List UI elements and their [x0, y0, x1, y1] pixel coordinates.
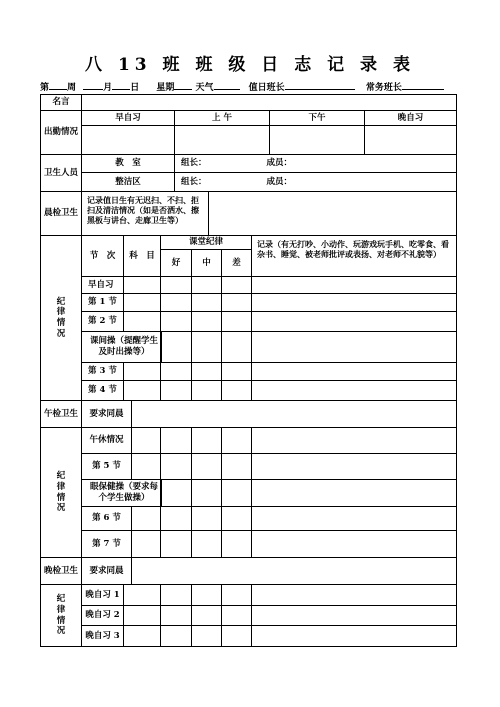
bad-cell[interactable]	[221, 530, 252, 558]
bad-cell[interactable]	[221, 427, 252, 454]
record-cell[interactable]	[251, 331, 457, 363]
good-cell[interactable]	[160, 479, 192, 507]
period-label: 晚自习 2	[81, 605, 124, 626]
att-col-morning-study: 早自习	[81, 110, 175, 126]
group-leader-label: 组长：	[181, 158, 207, 169]
weekday-label: 星期	[156, 83, 175, 93]
record-cell[interactable]	[251, 362, 457, 381]
page-title: 八 13 班 班 级 日 志 记 录 表	[85, 55, 415, 75]
good-cell[interactable]	[160, 293, 192, 312]
record-cell[interactable]	[251, 427, 457, 454]
cleaning-area-assignment[interactable]	[174, 172, 457, 192]
bad-cell[interactable]	[221, 276, 252, 294]
rating-good: 好	[160, 249, 192, 277]
mid-cell[interactable]	[191, 362, 222, 381]
mid-cell[interactable]	[191, 584, 222, 606]
record-cell[interactable]	[251, 584, 457, 606]
discipline-label-2: 纪律情况	[40, 427, 82, 558]
regular-leader-label: 常务班长	[365, 83, 402, 93]
weather-label: 天气	[195, 83, 214, 93]
week-blank[interactable]	[49, 80, 67, 90]
att-cell-afternoon[interactable]	[269, 125, 365, 155]
mid-cell[interactable]	[191, 453, 222, 480]
weather-blank[interactable]	[214, 80, 240, 90]
classroom-assignment[interactable]	[174, 154, 457, 173]
good-cell[interactable]	[160, 331, 192, 363]
subject-cell[interactable]	[123, 625, 161, 647]
bad-cell[interactable]	[221, 625, 252, 647]
group-leader-label-2: 组长：	[181, 176, 207, 187]
record-cell[interactable]	[251, 625, 457, 647]
classroom-label: 教 室	[81, 154, 175, 173]
record-cell[interactable]	[251, 530, 457, 558]
duty-leader-label: 值日班长	[248, 83, 285, 93]
record-cell[interactable]	[251, 479, 457, 507]
period-label: 第 2 节	[81, 311, 124, 332]
mid-cell[interactable]	[191, 530, 222, 558]
subject-cell[interactable]	[131, 530, 161, 558]
bad-cell[interactable]	[221, 479, 252, 507]
period-label: 课间操（提醒学生及时出操等）	[81, 331, 161, 363]
day-blank[interactable]	[112, 80, 130, 90]
bad-cell[interactable]	[221, 506, 252, 531]
good-cell[interactable]	[160, 362, 192, 381]
evening-check-require: 要求同晨	[81, 557, 132, 585]
evening-check-field[interactable]	[131, 557, 457, 585]
good-cell[interactable]	[160, 276, 192, 294]
cleaning-area-label: 整洁区	[81, 172, 175, 192]
evening-check-label: 晚检卫生	[40, 557, 82, 585]
week-prefix: 第	[40, 83, 50, 93]
bad-cell[interactable]	[221, 453, 252, 480]
bad-cell[interactable]	[221, 605, 252, 626]
att-cell-morning[interactable]	[174, 125, 270, 155]
discipline-label-3: 纪律情况	[40, 584, 82, 647]
mid-cell[interactable]	[191, 380, 222, 401]
good-cell[interactable]	[160, 530, 192, 558]
period-label: 第 7 节	[81, 530, 132, 558]
mid-cell[interactable]	[191, 625, 222, 647]
noon-check-field[interactable]	[131, 400, 457, 428]
period-label: 晚自习 3	[81, 625, 124, 647]
subject-cell[interactable]	[123, 276, 161, 294]
noon-check-require: 要求同晨	[81, 400, 132, 428]
bad-cell[interactable]	[221, 311, 252, 332]
record-cell[interactable]	[251, 311, 457, 332]
members-label-2: 成员：	[266, 176, 293, 187]
record-cell[interactable]	[251, 276, 457, 294]
record-cell[interactable]	[251, 605, 457, 626]
record-note: 记录（有无打吵、小动作、玩游戏玩手机、吃零食、看杂书、睡觉、被老师批评或表扬、对老师不礼貌等）	[251, 235, 457, 277]
subject-cell[interactable]	[131, 427, 161, 454]
period-label: 第 1 节	[81, 293, 124, 312]
morning-check-note: 记录值日生有无迟扫、不扫、拒扫及清洁情况（如是否洒水、擦黑板与讲台、走廊卫生等）	[81, 191, 209, 236]
day-suffix: 日	[130, 83, 140, 93]
rating-bad: 差	[221, 249, 252, 277]
subject-cell[interactable]	[131, 506, 161, 531]
class-discipline-header: 课堂纪律	[160, 235, 252, 250]
month-suffix: 月	[103, 83, 113, 93]
period-label: 晚自习 1	[81, 584, 124, 606]
bad-cell[interactable]	[221, 293, 252, 312]
period-label: 第 6 节	[81, 506, 132, 531]
subject-cell[interactable]	[123, 311, 161, 332]
good-cell[interactable]	[160, 427, 192, 454]
att-col-evening-study: 晚自习	[364, 110, 457, 126]
bad-cell[interactable]	[221, 362, 252, 381]
period-label: 第 5 节	[81, 453, 132, 480]
att-cell-morning-study[interactable]	[81, 125, 175, 155]
good-cell[interactable]	[160, 605, 192, 626]
mid-cell[interactable]	[191, 605, 222, 626]
period-label: 第 4 节	[81, 380, 124, 401]
good-cell[interactable]	[160, 453, 192, 480]
subject-cell[interactable]	[123, 362, 161, 381]
att-cell-evening-study[interactable]	[364, 125, 457, 155]
good-cell[interactable]	[160, 380, 192, 401]
duty-leader-blank[interactable]	[285, 80, 355, 90]
bad-cell[interactable]	[221, 380, 252, 401]
subject-cell[interactable]	[123, 605, 161, 626]
subject-cell[interactable]	[123, 584, 161, 606]
header-info-line	[40, 80, 460, 93]
mid-cell[interactable]	[191, 311, 222, 332]
bad-cell[interactable]	[221, 331, 252, 363]
subject-cell[interactable]	[123, 293, 161, 312]
subject-header: 科 目	[123, 235, 161, 277]
mid-cell[interactable]	[191, 293, 222, 312]
good-cell[interactable]	[160, 625, 192, 647]
mid-cell[interactable]	[191, 276, 222, 294]
att-col-afternoon: 下午	[269, 110, 365, 126]
hygiene-staff-label: 卫生人员	[40, 154, 82, 192]
week-suffix: 周	[67, 83, 77, 93]
rating-mid: 中	[191, 249, 222, 277]
subject-cell[interactable]	[131, 453, 161, 480]
mid-cell[interactable]	[191, 479, 222, 507]
good-cell[interactable]	[160, 506, 192, 531]
record-cell[interactable]	[251, 293, 457, 312]
mid-cell[interactable]	[191, 427, 222, 454]
mid-cell[interactable]	[191, 506, 222, 531]
motto-label: 名言	[40, 94, 82, 111]
regular-leader-blank[interactable]	[402, 80, 444, 90]
discipline-label-1: 纪律情况	[40, 235, 82, 401]
subject-cell[interactable]	[123, 380, 161, 401]
attendance-label: 出勤情况	[40, 110, 82, 155]
period-header: 节 次	[81, 235, 124, 277]
month-blank[interactable]	[83, 80, 103, 90]
mid-cell[interactable]	[191, 331, 222, 363]
att-col-morning: 上 午	[174, 110, 270, 126]
noon-check-label: 午检卫生	[40, 400, 82, 428]
good-cell[interactable]	[160, 584, 192, 606]
period-label: 午休情况	[81, 427, 132, 454]
period-label: 早自习	[81, 276, 124, 294]
good-cell[interactable]	[160, 311, 192, 332]
period-label: 眼保健操（要求每个学生做操）	[81, 479, 161, 507]
members-label: 成员：	[266, 158, 293, 169]
record-cell[interactable]	[251, 453, 457, 480]
weekday-blank[interactable]	[174, 80, 192, 90]
morning-check-label: 晨检卫生	[40, 191, 82, 236]
record-cell[interactable]	[251, 506, 457, 531]
period-label: 第 3 节	[81, 362, 124, 381]
morning-check-field[interactable]	[208, 191, 457, 236]
bad-cell[interactable]	[221, 584, 252, 606]
record-cell[interactable]	[251, 380, 457, 401]
motto-field[interactable]	[81, 94, 457, 111]
